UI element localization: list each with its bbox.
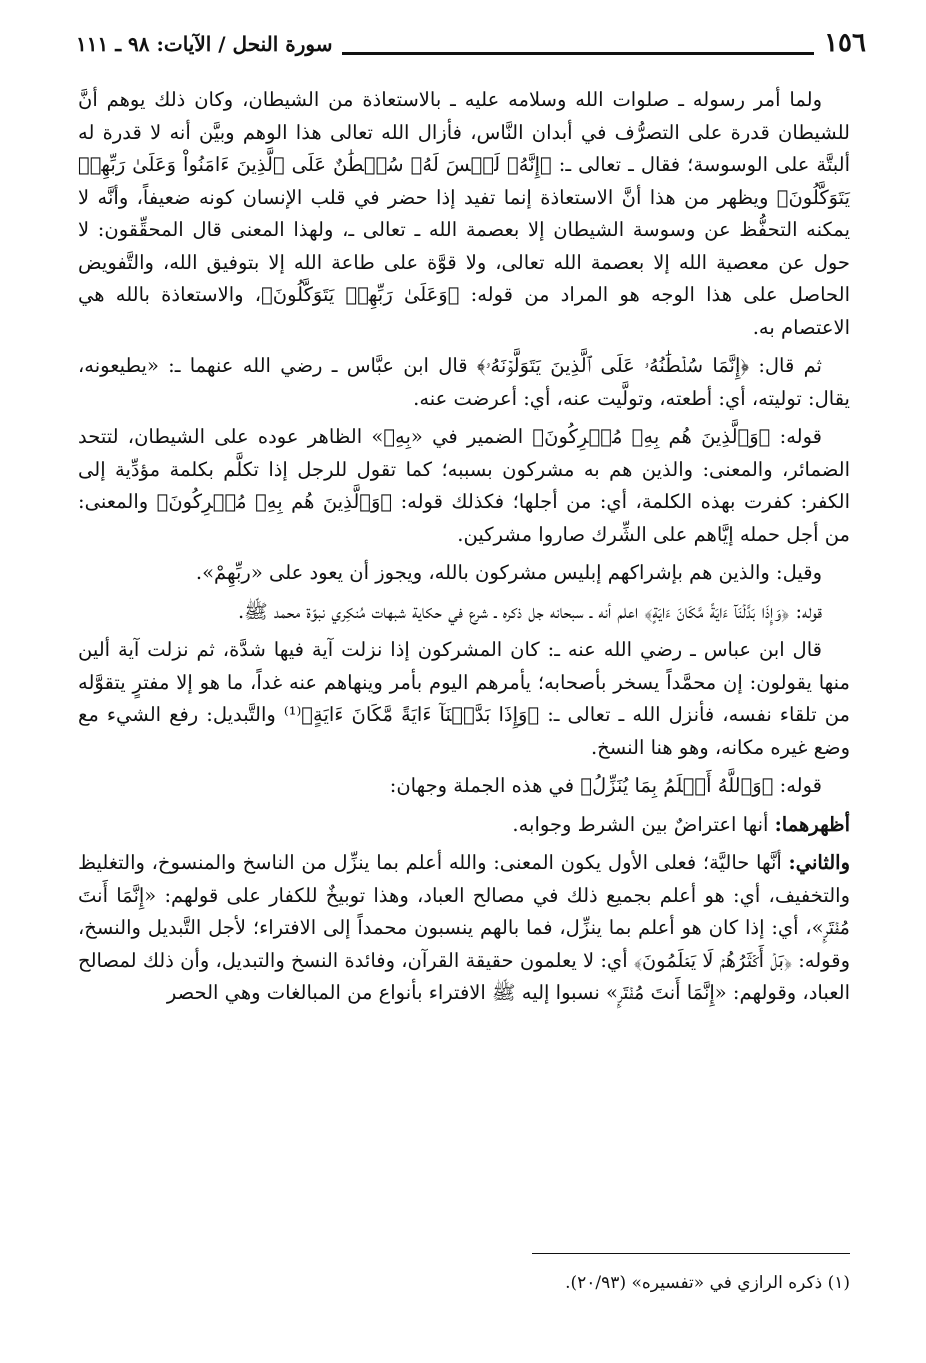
paragraph: قوله: ﴿وَٱلَّذِينَ هُم بِهِۦ مُشۡرِكُونَ﴾ الضمير في «بِهِۦ» الظاهر عوده على الشيطان، لتتحد الضمائر، والمعنى: والذين هم به مشركون بسببه؛ كما تقول للرجل إذا تكلَّم بكلمة مؤدِّية إلى الكفر: كفرت بهذه الكلمة، أي: من أجلها؛ فكذلك قوله: ﴿وَٱلَّذِينَ هُم بِهِۦ مُشۡرِكُونَ﴾ والمعنى: من أجل حمله إيَّاهم على الشِّرك صاروا مشركين. — [78, 425, 850, 546]
paragraph: ثم قال: ﴿إِنَّمَا سُلۡطَٰنُهُۥ عَلَى ٱلَّذِينَ يَتَوَلَّوۡنَهُۥ﴾ قال ابن عبَّاس ـ رضي الله عنهما ـ: «يطيعونه، يقال: توليته، أي: أطعته، وتولَّيت عنه، أي: أعرضت عنه. — [78, 354, 850, 410]
paragraph: قال ابن عباس ـ رضي الله عنه ـ: كان المشركون إذا نزلت آية فيها شدَّة، ثم نزلت آية ألين منها يقولون: إن محمَّداً يسخر بأصحابه؛ يأمرهم اليوم بأمر وينهاهم عنه غداً، ما هو إلا مفترٍ يتقوَّله من تلقاء نفسه، فأنزل الله ـ تعالى ـ: ﴿وَإِذَا بَدَّلۡنَآ ءَايَةً مَّكَانَ ءَايَةٍ﴾⁽¹⁾ والتَّبديل: رفع الشيء مع وضع غيره مكانه، وهو هنا النسخ. — [78, 638, 850, 759]
paragraph: قوله: ﴿وَٱللَّهُ أَعۡلَمُ بِمَا يُنَزِّلُ﴾ في هذه الجملة وجهان: — [389, 774, 822, 797]
paragraph: قوله: ﴿وَإِذَا بَدَّلۡنَآ ءَايَةً مَّكَانَ ءَايَةٍ﴾ اعلم أنه ـ سبحانه جل ذكره ـ شرع في حكاية شبهات مُنكِري نبوّة محمد ﷺ. — [237, 599, 822, 623]
paragraph-label: أظهرهما: — [774, 812, 850, 836]
page-header — [76, 28, 866, 62]
paragraph: وقيل: والذين هم بإشراكهم إبليس مشركون بالله، ويجوز أن يعود على «ربِّهِمْ». — [195, 561, 822, 584]
page-number: ١٥٦ — [814, 28, 866, 58]
paragraph-text: أنَّها حاليَّة؛ فعلى الأول يكون المعنى: والله أعلم بما ينزِّل من الناسخ والمنسوخ، والتغليظ والتخفيف، أي: هو أعلم بجميع ذلك في مصالح العباد، وهذا توبيخٌ للكفار على قولهم: «إِنَّمَا أَنتَ مُفۡتَرِۭ»، أي: إذا كان هو أعلم بما ينزِّل، فما بالهم ينسبون محمداً إلى الافتراء؛ لأجل التَّبديل والنسخ، وقوله: ﴿بَلۡ أَكۡثَرُهُمۡ لَا يَعۡلَمُونَ﴾ أي: لا يعلمون حقيقة القرآن، وفائدة النسخ والتبديل، وأن ذلك لمصالح العباد، وقولهم: «إِنَّمَا أَنتَ مُفۡتَرِۭ» نسبوا إليه ﷺ الافتراء بأنواع من المبالغات وهي الحصر — [78, 851, 850, 1004]
paragraph — [78, 847, 850, 1010]
footnote: (١) ذكره الرازي في «تفسيره» (٢٠/٩٣). — [565, 1273, 850, 1293]
paragraph — [78, 809, 850, 842]
paragraph-text: أنها اعتراضٌ بين الشرط وجوابه. — [512, 812, 775, 836]
footnote-rule — [532, 1253, 850, 1254]
paragraph-label: والثاني: — [788, 851, 850, 874]
paragraph: ولما أمر رسوله ـ صلوات الله وسلامه عليه ـ بالاستعاذة من الشيطان، وكان ذلك يوهم أنَّ للشيطان قدرة على التصرُّف في أبدان النَّاس، فأزال الله تعالى هذا الوهم وبيَّن أنه لا قدرة له ألبتَّة على الوسوسة؛ فقال ـ تعالى ـ: ﴿إِنَّهُۥ لَيۡسَ لَهُۥ سُلۡطَٰنٌ عَلَى ٱلَّذِينَ ءَامَنُواْ وَعَلَىٰ رَبِّهِمۡ يَتَوَكَّلُونَ﴾ ويظهر من هذا أنَّ الاستعاذة إنما تفيد إذا حضر في قلب الإنسان كونه ضعيفاً، وأنَّه لا يمكنه التحفُّظ عن وسوسة الشيطان إلا بعصمة الله ـ تعالى ـ، ولهذا المعنى قال المحقِّقون: لا حول عن معصية الله إلا بعصمة الله تعالى، ولا قوَّة على طاعة الله إلا بتوفيق الله، والتَّفويض الحاصل على هذا الوجه هو المراد من قوله: ﴿وَعَلَىٰ رَبِّهِمۡ يَتَوَكَّلُونَ﴾، والاستعاذة بالله هي الاعتصام به. — [78, 88, 850, 339]
body-text — [78, 84, 850, 1016]
running-title: سورة النحل / الآيات: ٩٨ ـ ١١١ — [76, 30, 342, 58]
